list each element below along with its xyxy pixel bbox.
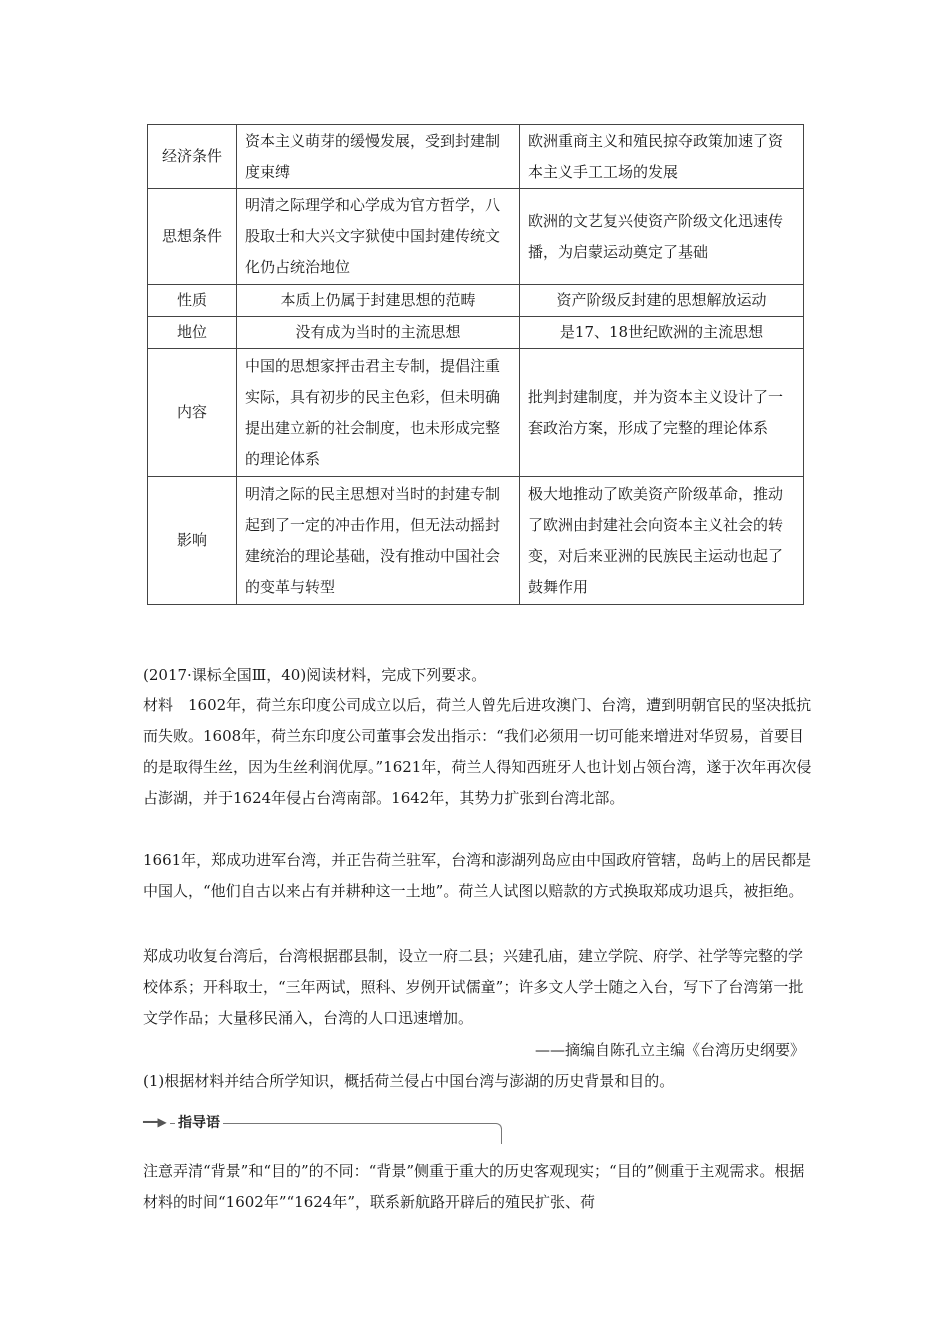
question-header: (2017·课标全国Ⅲ，40)阅读材料，完成下列要求。 xyxy=(143,666,487,684)
europe-cell: 批判封建制度，并为资本主义设计了一套政治方案，形成了完整的理论体系 xyxy=(520,349,804,477)
china-cell: 本质上仍属于封建思想的范畴 xyxy=(237,285,520,317)
guide-label: 指导语 xyxy=(175,1112,223,1132)
row-label: 地位 xyxy=(148,317,237,349)
china-cell: 中国的思想家抨击君主专制，提倡注重实际，具有初步的民主色彩，但未明确提出建立新的社会制度，也未形成完整的理论体系 xyxy=(237,349,520,477)
china-cell: 明清之际理学和心学成为官方哲学，八股取士和大兴文字狱使中国封建传统文化仍占统治地位 xyxy=(237,189,520,285)
material-paragraph: 1661年，郑成功进军台湾，并正告荷兰驻军，台湾和澎湖列岛应由中国政府管辖，岛屿上的居民都是中国人，“他们自古以来占有并耕种这一土地”。荷兰人试图以赔款的方式换取郑成功退兵，被拒绝。 xyxy=(143,851,812,900)
table-row xyxy=(148,189,804,285)
table-row xyxy=(148,317,804,349)
sub-question: (1)根据材料并结合所学知识，概括荷兰侵占中国台湾与澎湖的历史背景和目的。 xyxy=(143,1072,675,1090)
table-row xyxy=(148,349,804,477)
material-source: ——摘编自陈孔立主编《台湾历史纲要》 xyxy=(534,1041,805,1059)
play-arrow-icon: ━━▶ xyxy=(143,1115,170,1129)
table-row xyxy=(148,477,804,605)
table-row xyxy=(148,125,804,189)
table-row xyxy=(148,285,804,317)
europe-cell: 是17、18世纪欧洲的主流思想 xyxy=(520,317,804,349)
europe-cell: 极大地推动了欧美资产阶级革命，推动了欧洲由封建社会向资本主义社会的转变，对后来亚洲的民族民主运动也起了鼓舞作用 xyxy=(520,477,804,605)
europe-cell: 欧洲重商主义和殖民掠夺政策加速了资本主义手工工场的发展 xyxy=(520,125,804,189)
material-paragraph: 材料 1602年，荷兰东印度公司成立以后，荷兰人曾先后进攻澳门、台湾，遭到明朝官民的坚决抵抗而失败。1608年，荷兰东印度公司董事会发出指示：“我们必须用一切可能来增进对华贸易，首要目的是取得生丝，因为生丝利润优厚。”1621年，荷兰人得知西班牙人也计划占领台湾，遂于次年再次侵占澎湖，并于1624年侵占台湾南部。1642年，其势力扩张到台湾北部。 xyxy=(143,696,812,807)
comparison-table xyxy=(147,124,804,605)
guide-text: 注意弄清“背景”和“目的”的不同：“背景”侧重于重大的历史客观现实；“目的”侧重于主观需求。根据材料的时间“1602年”“1624年”，联系新航路开辟后的殖民扩张、荷 xyxy=(143,1162,805,1211)
row-label: 影响 xyxy=(148,477,237,605)
china-cell: 没有成为当时的主流思想 xyxy=(237,317,520,349)
europe-cell: 欧洲的文艺复兴使资产阶级文化迅速传播，为启蒙运动奠定了基础 xyxy=(520,189,804,285)
material-paragraph: 郑成功收复台湾后，台湾根据郡县制，设立一府二县；兴建孔庙，建立学院、府学、社学等完整的学校体系；开科取士，“三年两试，照科、岁例开试儒童”；许多文人学士随之入台，写下了台湾第一批文学作品；大量移民涌入，台湾的人口迅速增加。 xyxy=(143,947,804,1027)
china-cell: 明清之际的民主思想对当时的封建专制起到了一定的冲击作用，但无法动摇封建统治的理论基础，没有推动中国社会的变革与转型 xyxy=(237,477,520,605)
row-label: 性质 xyxy=(148,285,237,317)
row-label: 经济条件 xyxy=(148,125,237,189)
row-label: 内容 xyxy=(148,349,237,477)
europe-cell: 资产阶级反封建的思想解放运动 xyxy=(520,285,804,317)
row-label: 思想条件 xyxy=(148,189,237,285)
guide-header xyxy=(143,1110,505,1150)
china-cell: 资本主义萌芽的缓慢发展，受到封建制度束缚 xyxy=(237,125,520,189)
